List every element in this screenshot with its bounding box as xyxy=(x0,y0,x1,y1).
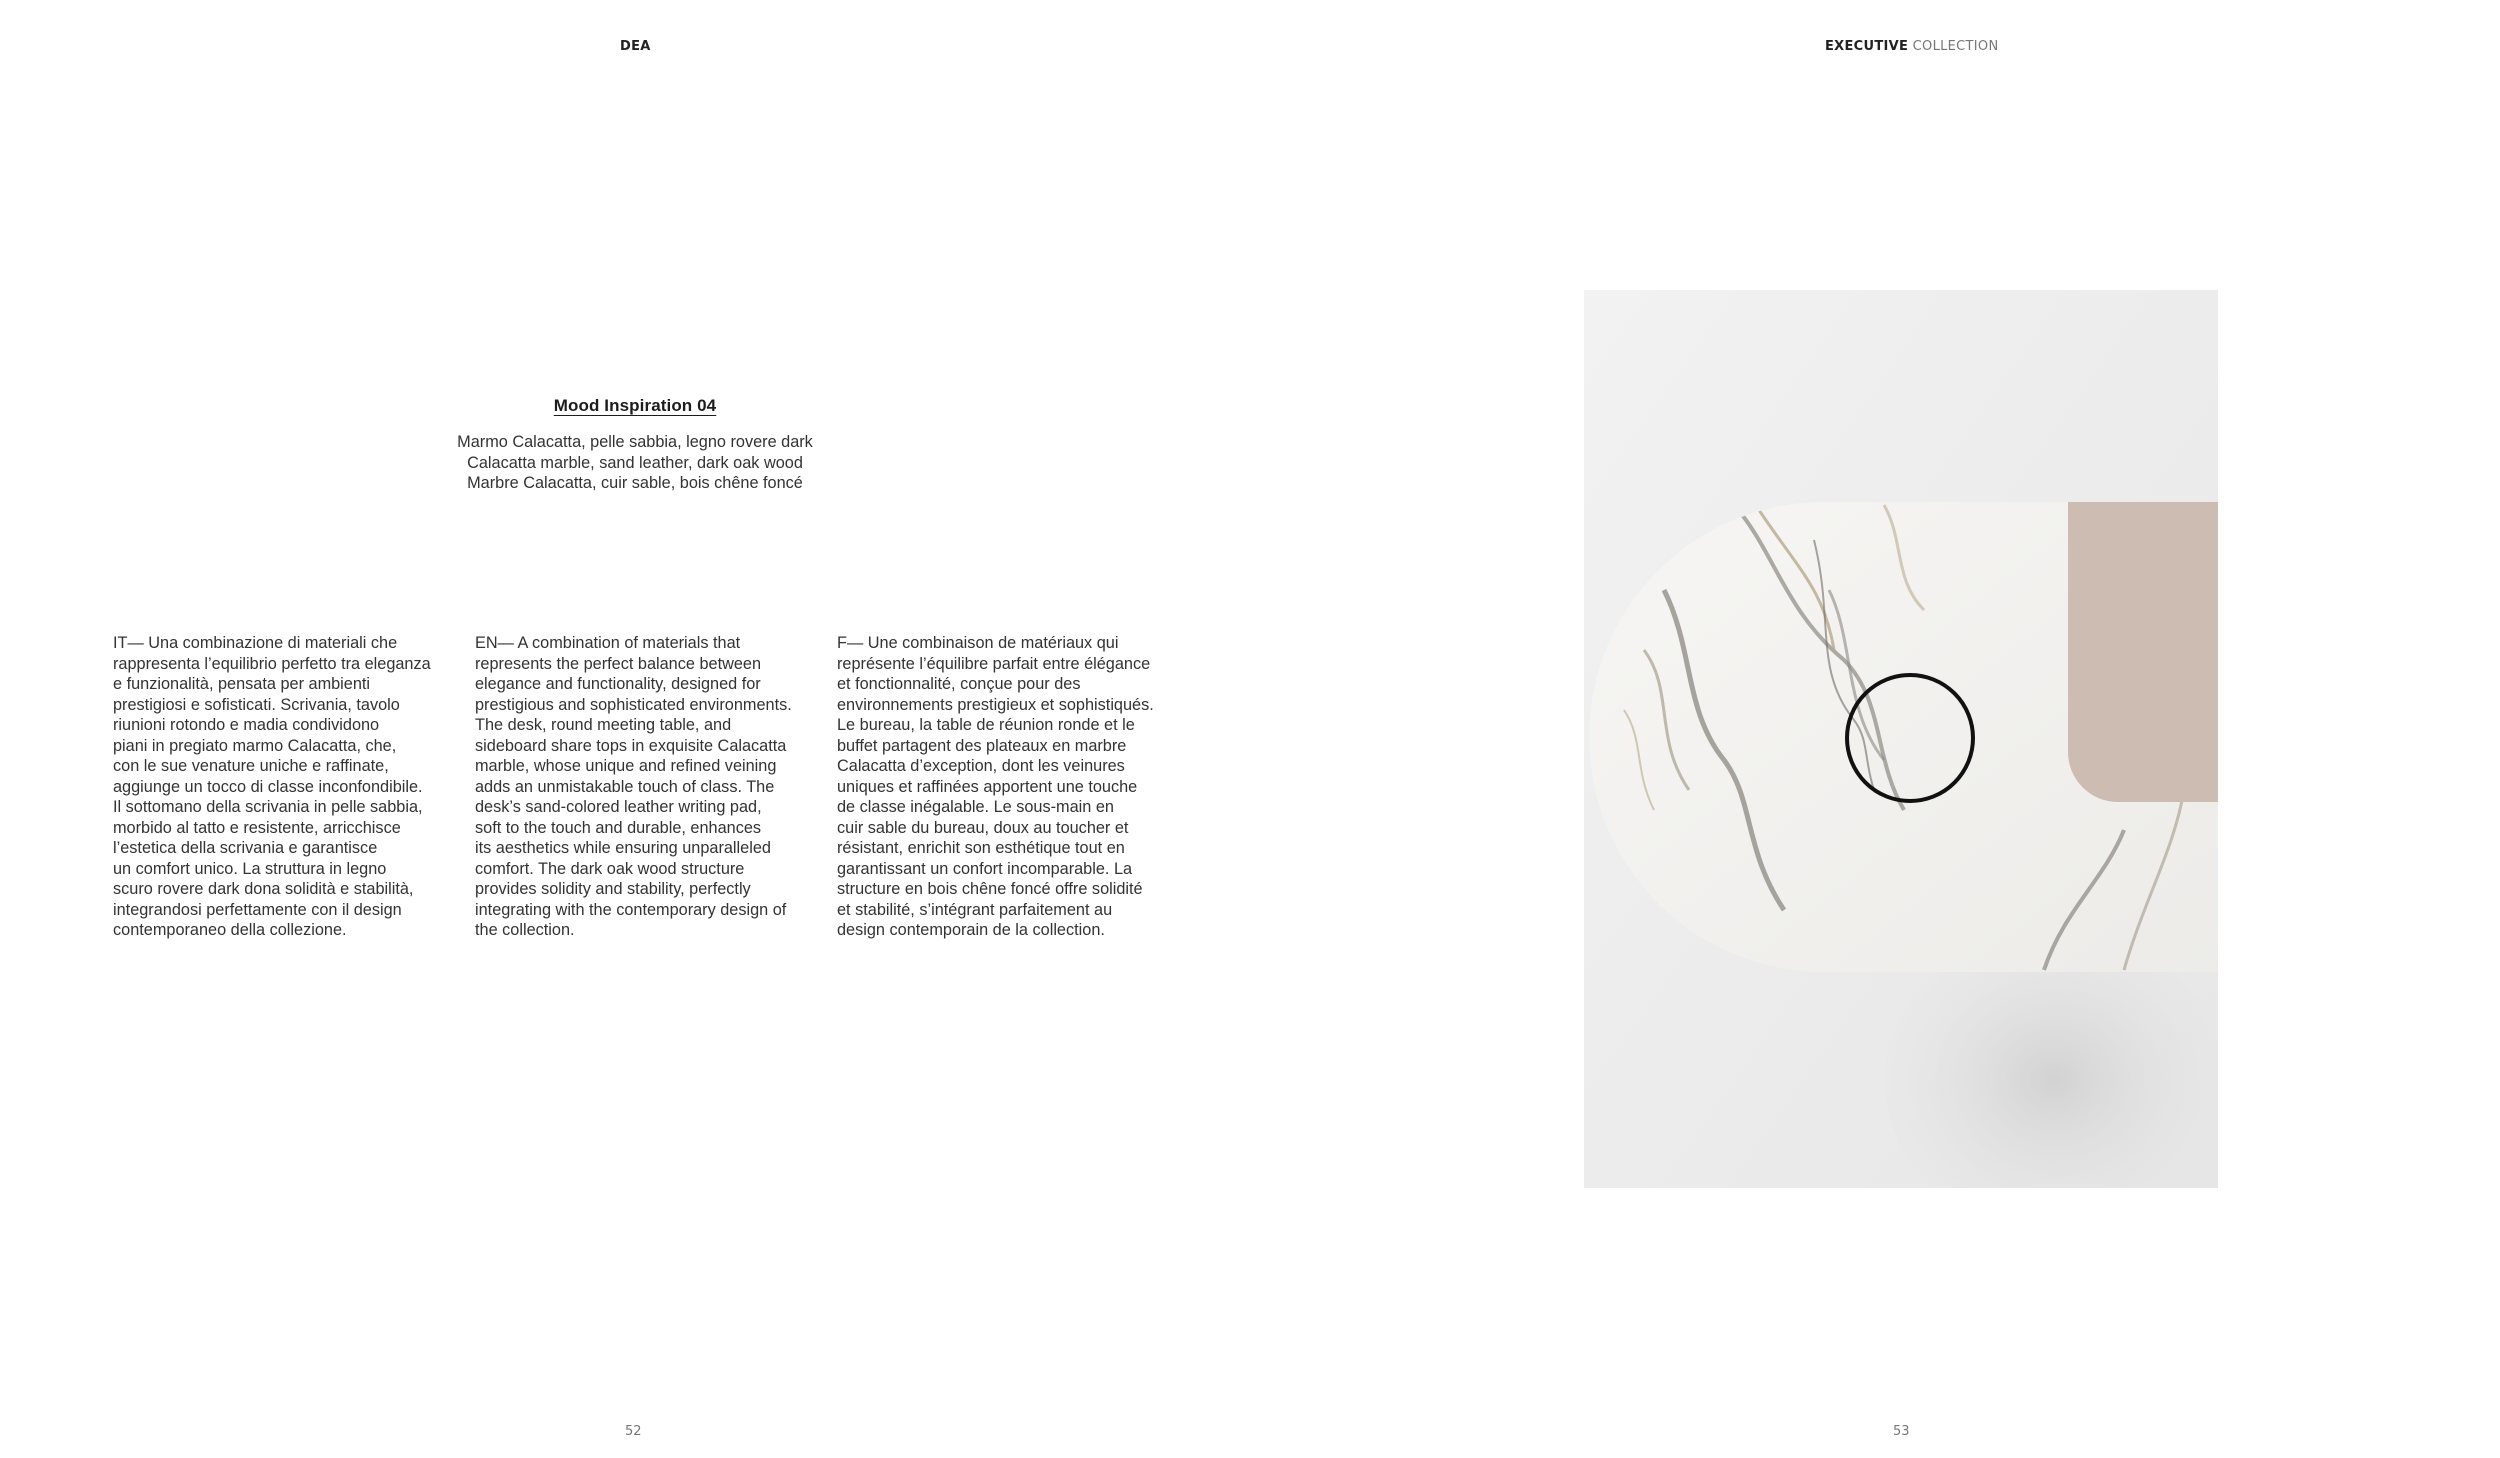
text-line: con le sue venature uniche e raffinate, xyxy=(113,757,389,775)
text-line: IT— Una combinazione di materiali che xyxy=(113,634,398,652)
material-line-en: Calacatta marble, sand leather, dark oak wood xyxy=(467,453,803,472)
text-line: the collection. xyxy=(475,921,575,939)
text-line: morbido al tatto e resistente, arricchisce xyxy=(113,818,401,837)
text-line: scuro rovere dark dona solidità e stabilità, xyxy=(113,880,414,898)
text-line: piani in pregiato marmo Calacatta, che, xyxy=(113,736,397,755)
text-line: environnements prestigieux et sophistiqués. xyxy=(837,695,1154,714)
text-line: prestigious and sophisticated environments. xyxy=(475,695,792,714)
text-line: Le bureau, la table de réunion ronde et le xyxy=(837,716,1135,734)
text-line: cuir sable du bureau, doux au toucher et xyxy=(837,818,1129,837)
italian-text-column xyxy=(113,633,443,941)
text-line: aggiunge un tocco di classe inconfondibile. xyxy=(113,777,423,796)
french-text-column xyxy=(837,633,1167,941)
text-line: elegance and functionality, designed for xyxy=(475,675,761,693)
text-line: marble, whose unique and refined veining xyxy=(475,757,777,775)
material-line-it: Marmo Calacatta, pelle sabbia, legno rovere dark xyxy=(457,433,813,451)
text-line: buffet partagent des plateaux en marbre xyxy=(837,736,1127,755)
text-line: soft to the touch and durable, enhances xyxy=(475,818,762,837)
text-line: prestigiosi e sofisticati. Scrivania, tavolo xyxy=(113,695,400,714)
text-line: desk’s sand-colored leather writing pad, xyxy=(475,798,762,816)
page-number-right: 53 xyxy=(1893,1424,1910,1439)
text-line: l’estetica della scrivania e garantisce xyxy=(113,839,378,857)
marble-desk-photo xyxy=(1584,290,2218,1188)
text-line: un comfort unico. La struttura in legno xyxy=(113,859,387,878)
text-line: integrandosi perfettamente con il design xyxy=(113,900,402,919)
left-running-header: DEA xyxy=(620,39,651,54)
text-line: F— Une combinaison de matériaux qui xyxy=(837,634,1119,652)
mood-block xyxy=(420,396,850,494)
text-line: garantissant un confort incomparable. La xyxy=(837,859,1133,878)
right-running-header xyxy=(1825,39,1999,54)
text-line: its aesthetics while ensuring unparalleled xyxy=(475,839,771,857)
text-line: riunioni rotondo e madia condividono xyxy=(113,716,380,734)
page-number-left: 52 xyxy=(625,1424,642,1439)
material-line-fr: Marbre Calacatta, cuir sable, bois chêne foncé xyxy=(467,474,803,492)
text-line: rappresenta l’equilibrio perfetto tra eleganza xyxy=(113,654,431,673)
text-line: The desk, round meeting table, and xyxy=(475,716,732,734)
text-line: Calacatta d’exception, dont les veinures xyxy=(837,757,1125,775)
mood-title: Mood Inspiration 04 xyxy=(553,396,717,415)
collection-name-strong: EXECUTIVE xyxy=(1825,39,1909,54)
text-line: structure en bois chêne foncé offre solidité xyxy=(837,880,1143,898)
collection-name-light: COLLECTION xyxy=(1912,39,1999,54)
text-line: Il sottomano della scrivania in pelle sabbia, xyxy=(113,798,423,816)
text-line: provides solidity and stability, perfectly xyxy=(475,880,751,898)
text-line: sideboard share tops in exquisite Calacatta xyxy=(475,736,787,755)
text-line: adds an unmistakable touch of class. The xyxy=(475,777,775,796)
text-line: contemporaneo della collezione. xyxy=(113,921,347,939)
text-line: et fonctionnalité, conçue pour des xyxy=(837,675,1081,693)
text-line: e funzionalità, pensata per ambienti xyxy=(113,675,371,693)
text-line: integrating with the contemporary design of xyxy=(475,900,787,919)
text-line: represents the perfect balance between xyxy=(475,654,762,673)
text-line: comfort. The dark oak wood structure xyxy=(475,859,745,878)
english-text-column xyxy=(475,633,805,941)
text-line: de classe inégalable. Le sous-main en xyxy=(837,798,1114,816)
text-line: résistant, enrichit son esthétique tout en xyxy=(837,839,1125,857)
text-line: représente l’équilibre parfait entre élégance xyxy=(837,654,1151,673)
text-line: EN— A combination of materials that xyxy=(475,634,741,652)
text-line: et stabilité, s’intégrant parfaitement au xyxy=(837,900,1113,919)
text-line: uniques et raffinées apportent une touche xyxy=(837,777,1138,796)
leather-writing-pad xyxy=(2068,502,2218,802)
materials-list xyxy=(420,432,850,494)
text-line: design contemporain de la collection. xyxy=(837,921,1105,939)
